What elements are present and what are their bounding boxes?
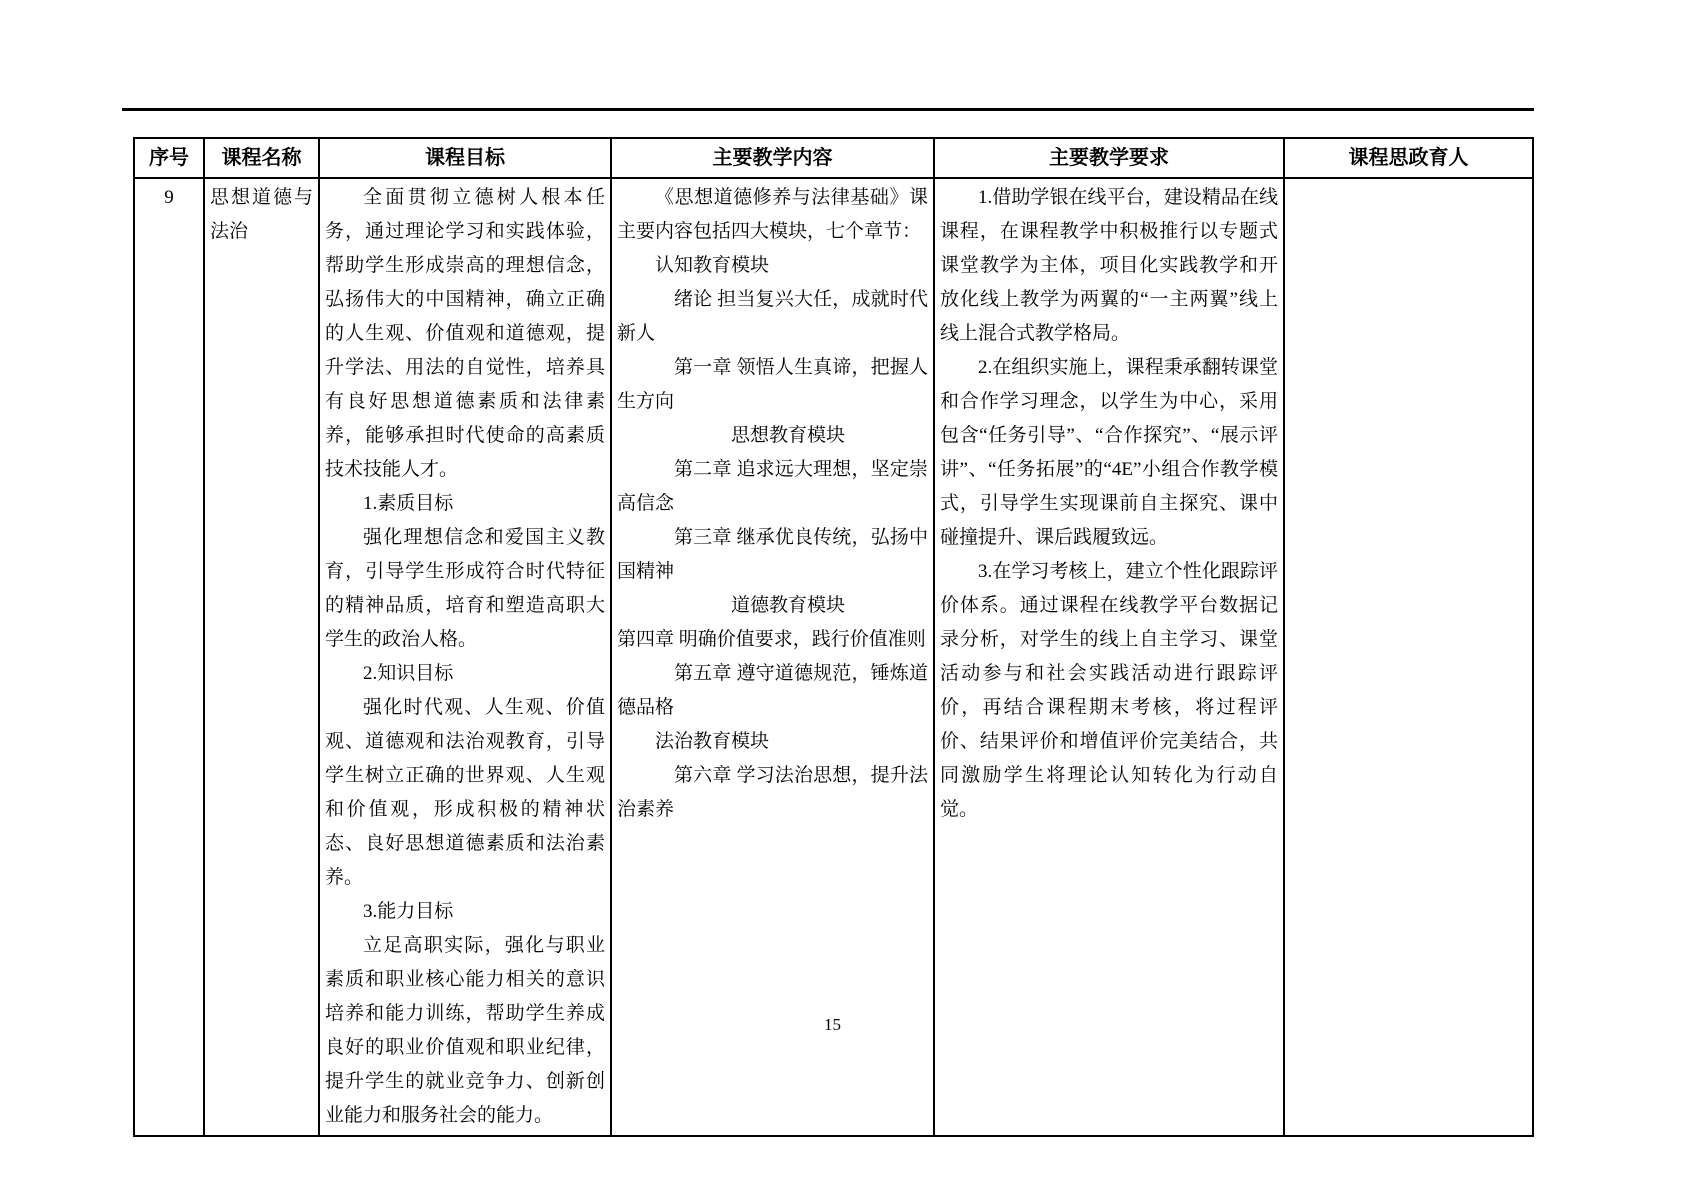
paragraph: 道德教育模块 <box>731 595 846 616</box>
header-teaching-content: 主要教学内容 <box>611 138 934 178</box>
cell-ideology <box>1284 178 1533 1136</box>
header-seq: 序号 <box>134 138 204 178</box>
paragraph: 认知教育模块 <box>655 255 770 276</box>
cell-seq: 9 <box>134 178 204 1136</box>
paragraph: 第六章 学习法治思想，提升法治素养 <box>617 765 928 820</box>
paragraph: 思想教育模块 <box>731 425 846 446</box>
paragraph: 3.在学习考核上，建立个性化跟踪评价体系。通过课程在线教学平台数据记录分析，对学生的线上自主学习、课堂活动参与和社会实践活动进行跟踪评价，再结合课程期末考核，将过程评价、结果评价和增值评价完美结合，共同激励学生将理论认知转化为行动自觉。 <box>940 561 1278 820</box>
paragraph: 2.知识目标 <box>363 663 454 684</box>
paragraph: 绪论 担当复兴大任，成就时代新人 <box>617 289 928 344</box>
cell-teaching-content <box>611 178 934 1136</box>
paragraph: 1.借助学银在线平台，建设精品在线课程，在课程教学中积极推行以专题式课堂教学为主体，项目化实践教学和开放化线上教学为两翼的“一主两翼”线上线上混合式教学格局。 <box>940 187 1278 344</box>
paragraph: 1.素质目标 <box>363 493 454 514</box>
paragraph: 第二章 追求远大理想，坚定崇高信念 <box>617 459 928 514</box>
course-table <box>133 137 1534 1137</box>
header-course-objectives: 课程目标 <box>319 138 611 178</box>
table-row <box>134 178 1533 1136</box>
header-teaching-requirements: 主要教学要求 <box>934 138 1284 178</box>
paragraph: 第一章 领悟人生真谛，把握人生方向 <box>617 357 928 412</box>
paragraph: 3.能力目标 <box>363 901 454 922</box>
cell-teaching-requirements <box>934 178 1284 1136</box>
cell-course-name <box>204 178 319 1136</box>
page-number: 15 <box>824 1015 841 1034</box>
paragraph: 第四章 明确价值要求，践行价值准则 <box>617 629 926 650</box>
paragraph: 《思想道德修养与法律基础》课主要内容包括四大模块，七个章节： <box>617 187 928 242</box>
paragraph: 法治教育模块 <box>655 731 770 752</box>
paragraph: 2.在组织实施上，课程秉承翻转课堂和合作学习理念，以学生为中心，采用包含“任务引导”、“合作探究”、“展示评讲”、“任务拓展”的“4E”小组合作教学模式，引导学生实现课前自主探究、课中碰撞提升、课后践履致远。 <box>940 357 1278 548</box>
paragraph: 全面贯彻立德树人根本任务，通过理论学习和实践体验，帮助学生形成崇高的理想信念，弘扬伟大的中国精神，确立正确的人生观、价值观和道德观，提升学法、用法的自觉性，培养具有良好思想道德素质和法律素养，能够承担时代使命的高素质技术技能人才。 <box>325 187 605 480</box>
cell-course-objectives <box>319 178 611 1136</box>
paragraph: 第三章 继承优良传统，弘扬中国精神 <box>617 527 928 582</box>
course-name-text: 思想道德与法治 <box>210 187 313 242</box>
paragraph: 强化时代观、人生观、价值观、道德观和法治观教育，引导学生树立正确的世界观、人生观和价值观，形成积极的精神状态、良好思想道德素质和法治素养。 <box>325 697 605 888</box>
header-rule <box>122 108 1534 111</box>
table-header-row <box>134 138 1533 178</box>
paragraph: 立足高职实际，强化与职业素质和职业核心能力相关的意识培养和能力训练，帮助学生养成良好的职业价值观和职业纪律，提升学生的就业竞争力、创新创业能力和服务社会的能力。 <box>325 935 605 1126</box>
paragraph: 第五章 遵守道德规范，锤炼道德品格 <box>617 663 928 718</box>
header-course-name: 课程名称 <box>204 138 319 178</box>
header-ideology: 课程思政育人 <box>1284 138 1533 178</box>
paragraph: 强化理想信念和爱国主义教育，引导学生形成符合时代特征的精神品质，培育和塑造高职大学生的政治人格。 <box>325 527 605 650</box>
